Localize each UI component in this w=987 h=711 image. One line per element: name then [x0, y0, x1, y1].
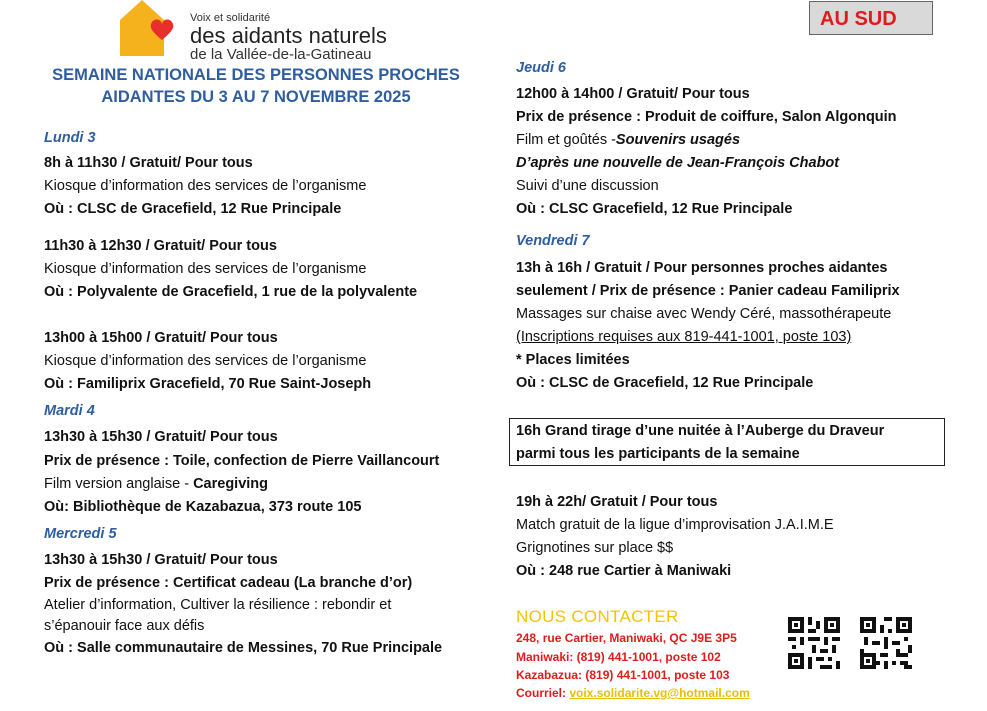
lundi-event3-desc: Kiosque d’information des services de l’organisme	[44, 353, 367, 369]
lundi-event3-time: 13h00 à 15h00 / Gratuit/ Pour tous	[44, 330, 278, 346]
mercredi-event-prize: Prix de présence : Certificat cadeau (La branche d’or)	[44, 575, 413, 591]
logo-line-3: de la Vallée-de-la-Gatineau	[190, 46, 372, 63]
day-vendredi: Vendredi 7	[516, 233, 590, 249]
film-title: Souvenirs usagés	[615, 132, 741, 148]
lundi-event2-where: Où : Polyvalente de Gracefield, 1 rue de la polyvalente	[44, 284, 418, 300]
organization-logo	[118, 0, 398, 63]
title-line-1: SEMAINE NATIONALE DES PERSONNES PROCHES	[52, 66, 460, 84]
vendredi-inscription-note: (Inscriptions requises aux 819-441-1001, poste 103)	[516, 329, 852, 345]
tirage-line-2: parmi tous les participants de la semaine	[516, 446, 800, 462]
au-sud-badge: AU SUD	[809, 1, 933, 35]
qr-code-1[interactable]	[788, 617, 840, 669]
vendredi-event-desc: Massages sur chaise avec Wendy Céré, massothérapeute	[516, 306, 892, 322]
lundi-event1-desc: Kiosque d’information des services de l’organisme	[44, 178, 367, 194]
day-lundi: Lundi 3	[44, 130, 96, 146]
page-title	[36, 64, 476, 108]
contact-maniwaki-phone: Maniwaki: (819) 441-1001, poste 102	[516, 650, 721, 664]
contact-address: 248, rue Cartier, Maniwaki, QC J9E 3P5	[516, 631, 737, 645]
mardi-event-prize: Prix de présence : Toile, confection de Pierre Vaillancourt	[44, 453, 440, 469]
mardi-event-film	[44, 473, 268, 496]
tirage-line-1: 16h Grand tirage d’une nuitée à l’Auberge du Draveur	[516, 423, 885, 439]
jeudi-event-after: D’après une nouvelle de Jean-François Chabot	[516, 155, 840, 171]
title-line-2: AIDANTES DU 3 AU 7 NOVEMBRE 2025	[101, 88, 411, 106]
email-link[interactable]: voix.solidarite.vg@hotmail.com	[569, 686, 750, 700]
jeudi-event-discussion: Suivi d’une discussion	[516, 178, 659, 194]
jeudi-event-film	[516, 129, 740, 152]
logo-line-2: des aidants naturels	[190, 23, 387, 48]
lundi-event2-desc: Kiosque d’information des services de l’organisme	[44, 261, 367, 277]
day-mardi: Mardi 4	[44, 403, 95, 419]
mercredi-event-where: Où : Salle communautaire de Messines, 70 Rue Principale	[44, 640, 443, 656]
soiree-event-desc: Match gratuit de la ligue d’improvisation J.A.I.M.E	[516, 517, 834, 533]
lundi-event1-where: Où : CLSC de Gracefield, 12 Rue Principale	[44, 201, 342, 217]
vendredi-event-where: Où : CLSC de Gracefield, 12 Rue Principale	[516, 375, 814, 391]
lundi-event2-time: 11h30 à 12h30 / Gratuit/ Pour tous	[44, 238, 277, 254]
film-label: Film version anglaise -	[44, 476, 194, 492]
soiree-event-where: Où : 248 rue Cartier à Maniwaki	[516, 563, 732, 579]
mardi-event-time: 13h30 à 15h30 / Gratuit/ Pour tous	[44, 429, 278, 445]
contact-email	[516, 684, 750, 702]
day-mercredi: Mercredi 5	[44, 526, 117, 542]
vendredi-event-time2: seulement / Prix de présence : Panier cadeau Familiprix	[516, 283, 900, 299]
soiree-event-time: 19h à 22h/ Gratuit / Pour tous	[516, 494, 718, 510]
qr-code-2[interactable]	[860, 617, 912, 669]
jeudi-event-where: Où : CLSC Gracefield, 12 Rue Principale	[516, 201, 793, 217]
mercredi-event-desc2: s’épanouir face aux défis	[44, 618, 205, 634]
mercredi-event-desc1: Atelier d’information, Cultiver la résilience : rebondir et	[44, 597, 392, 613]
contact-title: NOUS CONTACTER	[516, 607, 679, 626]
film-label: Film et goûtés -	[516, 132, 616, 148]
soiree-event-snacks: Grignotines sur place $$	[516, 540, 674, 556]
email-label: Courriel:	[516, 686, 570, 700]
mardi-event-where: Où: Bibliothèque de Kazabazua, 373 route 105	[44, 499, 362, 515]
jeudi-event-time: 12h00 à 14h00 / Gratuit/ Pour tous	[516, 86, 750, 102]
mercredi-event-time: 13h30 à 15h30 / Gratuit/ Pour tous	[44, 552, 278, 568]
house-heart-icon	[118, 0, 190, 58]
contact-kazabazua-phone: Kazabazua: (819) 441-1001, poste 103	[516, 668, 730, 682]
jeudi-event-prize: Prix de présence : Produit de coiffure, Salon Algonquin	[516, 109, 897, 125]
lundi-event3-where: Où : Familiprix Gracefield, 70 Rue Saint-Joseph	[44, 376, 372, 392]
film-title: Caregiving	[193, 476, 269, 492]
vendredi-places-limited: * Places limitées	[516, 352, 630, 368]
logo-line-1: Voix et solidarité	[190, 12, 271, 24]
vendredi-event-time1: 13h à 16h / Gratuit / Pour personnes proches aidantes	[516, 260, 888, 276]
day-jeudi: Jeudi 6	[516, 60, 566, 76]
lundi-event1-time: 8h à 11h30 / Gratuit/ Pour tous	[44, 155, 253, 171]
